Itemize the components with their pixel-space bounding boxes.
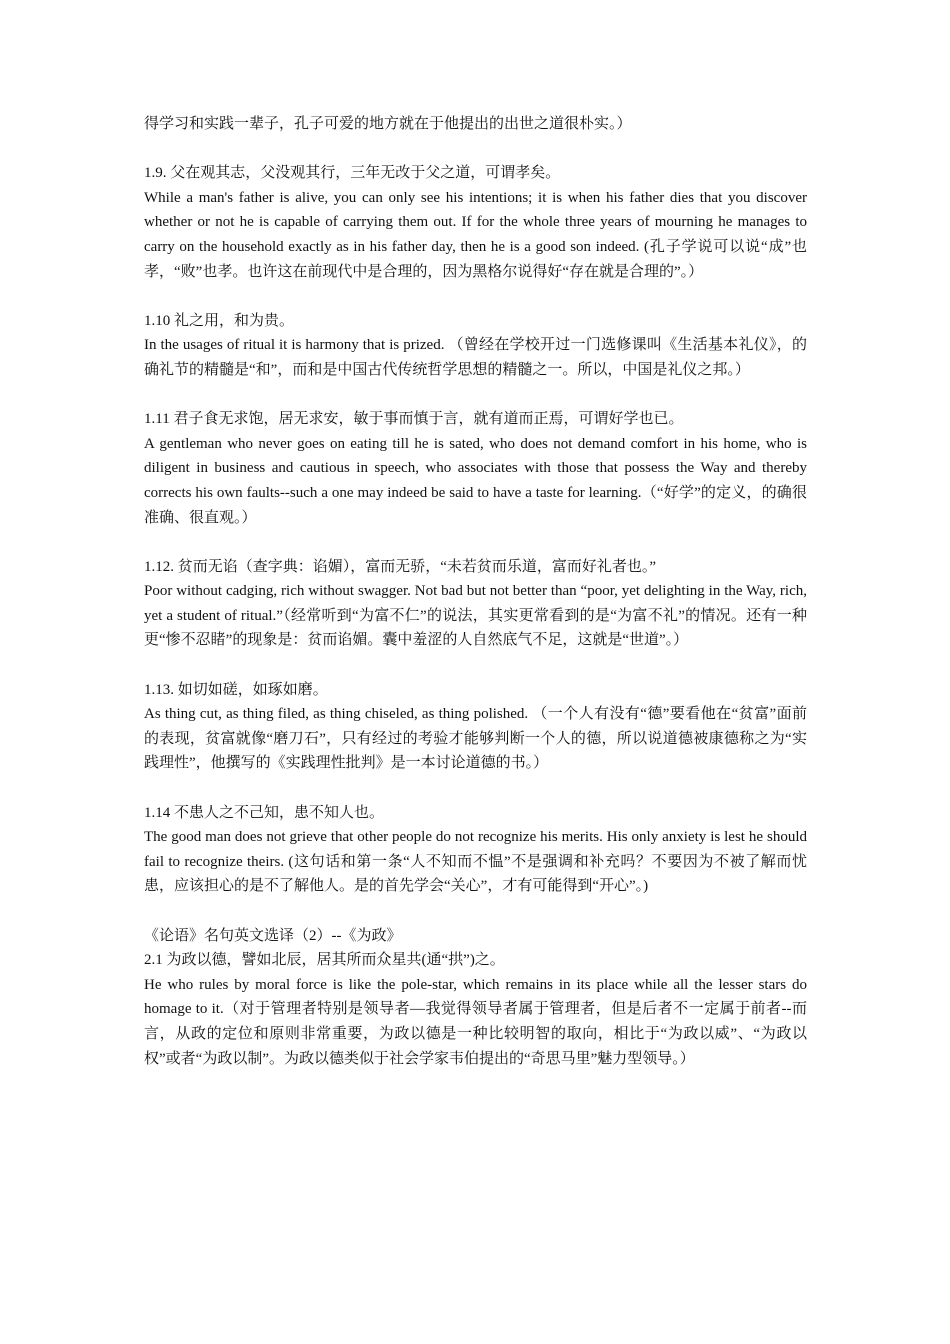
section-heading: 1.11 君子食无求饱，居无求安，敏于事而慎于言，就有道而正焉，可谓好学也已。 (144, 411, 684, 428)
section-1-12 (144, 555, 807, 653)
section-1-9 (144, 161, 807, 284)
section-body: He who rules by moral force is like the pole-star, which remains in its place while all the lesser stars do homage to it.（对于管理者特别是领导者—我觉得领导者属于管理者，但是后者不一定属于前者--而言，从政的定位和原则非常重要，为政以德是一种比较明智的取向，相比于“为政以威”、“为政以权”或者“为政以制”。为政以德类似于社会学家韦伯提出的“奇思马里”魅力型领导。） (144, 976, 807, 1067)
section-1-10 (144, 309, 807, 383)
section-1-14 (144, 801, 807, 899)
section-heading: 1.13. 如切如磋，如琢如磨。 (144, 681, 328, 698)
chapter-title: 《论语》名句英文选译（2）--《为政》 (144, 927, 402, 944)
section-body: As thing cut, as thing filed, as thing chiseled, as thing polished. （一个人有没有“德”要看他在“贫富”面前的表现，贫富就像“磨刀石”，只有经过的考验才能够判断一个人的德，所以说道德被康德称之为“实践理性”，他撰写的《实践理性批判》是一本讨论道德的书。） (144, 706, 807, 772)
section-heading: 1.9. 父在观其志，父没观其行，三年无改于父之道，可谓孝矣。 (144, 165, 561, 182)
section-1-11 (144, 407, 807, 530)
section-heading: 2.1 为政以德，譬如北辰，居其所而众星共(通“拱”)之。 (144, 952, 505, 969)
section-heading: 1.12. 贫而无谄（查字典：谄媚），富而无骄，“未若贫而乐道，富而好礼者也。” (144, 558, 657, 575)
section-body: The good man does not grieve that other people do not recognize his merits. His only anxiety is lest he should fail to recognize theirs. (这句话和第一条“人不知而不愠”不是强调和补充吗？不要因为不被了解而忧患，应该担心的是不了解他人。是的首先学会“关心”，才有可能得到“开心”。) (144, 829, 807, 895)
chapter-2-block (144, 924, 807, 1072)
section-body: In the usages of ritual it is harmony that is prized. （曾经在学校开过一门选修课叫《生活基本礼仪》，的确礼节的精髓是“和”，而和是中国古代传统哲学思想的精髓之一。所以，中国是礼仪之邦。） (144, 337, 807, 378)
section-body: While a man's father is alive, you can only see his intentions; it is when his father dies that you discover whether or not he is capable of carrying them out. If for the whole three years of mourning he manages to carry on the household exactly as in his father day, then he is a good son indeed. (孔子学说可以说“成”也孝，“败”也孝。也许这在前现代中是合理的，因为黑格尔说得好“存在就是合理的”。） (144, 189, 807, 280)
section-body: A gentleman who never goes on eating till he is sated, who does not demand comfort in his home, who is diligent in business and cautious in speech, who associates with those that possess the Way and thereby corrects his own faults--such a one may indeed be said to have a taste for learning.（“好学”的定义，的确很准确、很直观。） (144, 435, 807, 526)
section-body: Poor without cadging, rich without swagger. Not bad but not better than “poor, yet delighting in the Way, rich, yet a student of ritual.”（经常听到“为富不仁”的说法，其实更常看到的是“为富不礼”的情况。还有一种更“惨不忍睹”的现象是：贫而谄媚。囊中羞涩的人自然底气不足，这就是“世道”。） (144, 583, 807, 649)
document-page (144, 112, 807, 1071)
section-heading: 1.10 礼之用，和为贵。 (144, 312, 295, 329)
section-heading: 1.14 不患人之不己知，患不知人也。 (144, 804, 385, 821)
intro-text: 得学习和实践一辈子，孔子可爱的地方就在于他提出的出世之道很朴实。） (144, 116, 632, 132)
section-1-13 (144, 678, 807, 776)
intro-block (144, 112, 807, 137)
